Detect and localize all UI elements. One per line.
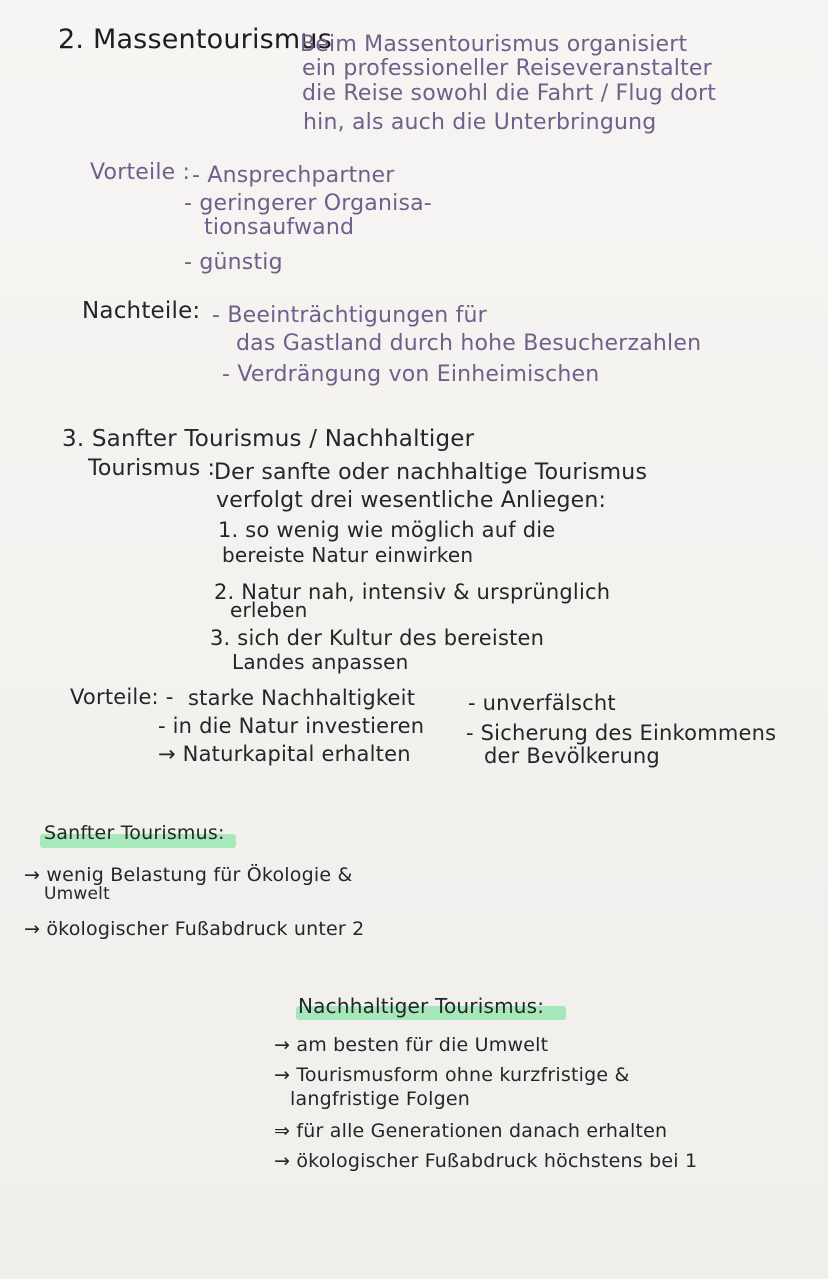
- section2-advantages-label: Vorteile :: [90, 160, 191, 185]
- section3-goal-1: 1. so wenig wie möglich auf die: [218, 518, 556, 542]
- section3-advantages-label: Vorteile: -: [70, 685, 174, 709]
- section2-heading: 2. Massentourismus: [58, 24, 333, 55]
- section3-advantage-right-2: - Sicherung des Einkommens: [466, 721, 777, 745]
- nachhaltig-point-4: → ökologischer Fußabdruck höchstens bei 1: [274, 1150, 698, 1172]
- section2-desc-line3: die Reise sowohl die Fahrt / Flug dort: [302, 81, 717, 106]
- section2-disadvantages-label: Nachteile:: [82, 298, 201, 324]
- nachhaltig-point-3: ⇒ für alle Generationen danach erhalten: [274, 1120, 668, 1142]
- section3-intro-line1: Der sanfte oder nachhaltige Tourismus: [214, 460, 648, 485]
- section2-advantage-2-cont: tionsaufwand: [204, 215, 355, 240]
- section3-goal-3-cont: Landes anpassen: [232, 650, 409, 674]
- section2-desc-line1: Beim Massentourismus organisiert: [300, 32, 688, 57]
- section2-disadvantage-1: - Beeinträchtigungen für: [212, 303, 487, 328]
- section2-disadvantage-1-cont: das Gastland durch hohe Besucherzahlen: [236, 331, 702, 356]
- section3-goal-2: 2. Natur nah, intensiv & ursprünglich: [214, 580, 611, 604]
- section3-advantage-right-3: der Bevölkerung: [484, 744, 660, 768]
- sanfter-point-1-cont: Umwelt: [44, 884, 110, 904]
- section3-heading-line1: 3. Sanfter Tourismus / Nachhaltiger: [62, 426, 475, 452]
- section3-goal-2-cont: erleben: [230, 598, 308, 622]
- section3-heading-line2: Tourismus :: [88, 456, 216, 481]
- nachhaltig-point-2-cont: langfristige Folgen: [290, 1088, 470, 1110]
- sanfter-point-2: → ökologischer Fußabdruck unter 2: [24, 918, 365, 940]
- nachhaltig-title: Nachhaltiger Tourismus:: [298, 994, 545, 1018]
- sanfter-title: Sanfter Tourismus:: [44, 822, 225, 844]
- section2-advantage-2: - geringerer Organisa-: [184, 191, 432, 216]
- section3-intro-line2: verfolgt drei wesentliche Anliegen:: [216, 488, 607, 513]
- section3-advantage-left-1: starke Nachhaltigkeit: [188, 686, 416, 710]
- section2-desc-line4: hin, als auch die Unterbringung: [303, 110, 657, 135]
- section3-goal-1-cont: bereiste Natur einwirken: [222, 543, 474, 567]
- section3-goal-3: 3. sich der Kultur des bereisten: [210, 626, 545, 650]
- section3-advantage-left-3: → Naturkapital erhalten: [158, 742, 411, 766]
- section2-disadvantage-2: - Verdrängung von Einheimischen: [222, 362, 600, 387]
- nachhaltig-point-1: → am besten für die Umwelt: [274, 1034, 549, 1056]
- nachhaltig-point-2: → Tourismusform ohne kurzfristige &: [274, 1064, 630, 1086]
- section3-advantage-right-1: - unverfälscht: [468, 691, 616, 715]
- sanfter-point-1: → wenig Belastung für Ökologie &: [24, 864, 353, 886]
- section2-advantage-1: - Ansprechpartner: [192, 163, 395, 188]
- section2-desc-line2: ein professioneller Reiseveranstalter: [302, 56, 712, 81]
- section3-advantage-left-2: - in die Natur investieren: [158, 714, 425, 738]
- section2-advantage-3: - günstig: [184, 250, 283, 275]
